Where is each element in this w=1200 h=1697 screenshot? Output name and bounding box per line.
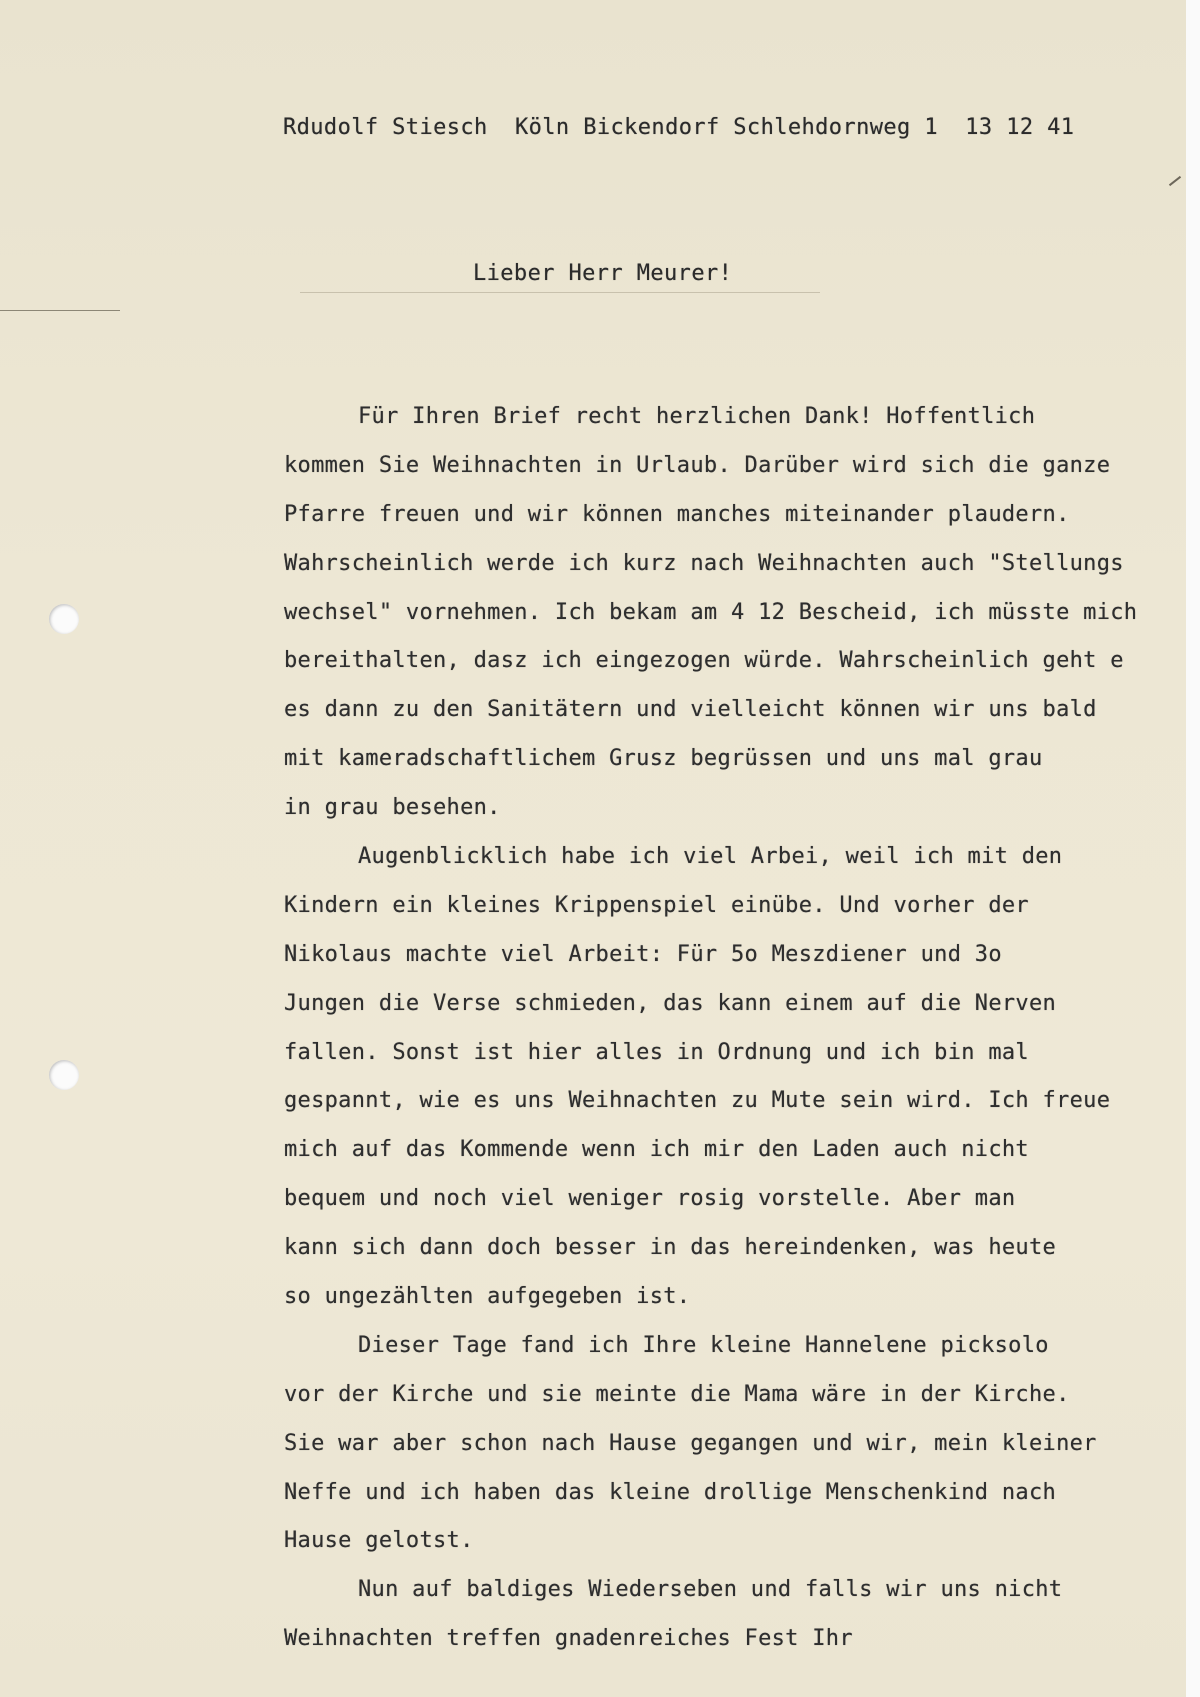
margin-rule [0, 310, 120, 311]
letter-header: Rdudolf Stiesch Köln Bickendorf Schlehdornweg 1 13 12 41 [283, 115, 1075, 140]
letter-line: Nun auf baldiges Wiederseben und falls wir uns nicht [358, 1577, 1063, 1603]
letter-line: Weihnachten treffen gnadenreiches Fest Ihr [284, 1626, 853, 1652]
letter-line: Sie war aber schon nach Hause gegangen und wir, mein kleiner [284, 1430, 1097, 1456]
salutation: Lieber Herr Meurer! [473, 261, 733, 286]
letter-line: bequem und noch viel weniger rosig vorstelle. Aber man [284, 1186, 1016, 1212]
letter-line: in grau besehen. [284, 795, 501, 821]
letter-line: Wahrscheinlich werde ich kurz nach Weihnachten auch "Stellungs [284, 550, 1124, 576]
letter-line: mich auf das Kommende wenn ich mir den Laden auch nicht [284, 1137, 1029, 1163]
letter-line: mit kameradschaftlichem Grusz begrüssen und uns mal grau [284, 746, 1043, 772]
letter-line: Neffe und ich haben das kleine drollige Menschenkind nach [284, 1479, 1057, 1505]
letter-line: fallen. Sonst ist hier alles in Ordnung und ich bin mal [284, 1039, 1029, 1065]
letter-line: es dann zu den Sanitätern und vielleicht können wir uns bald [284, 697, 1097, 723]
pencil-mark [1169, 176, 1181, 186]
punch-hole [49, 1060, 79, 1090]
letter-line: gespannt, wie es uns Weihnachten zu Mute sein wird. Ich freue [284, 1088, 1111, 1114]
letter-line: Dieser Tage fand ich Ihre kleine Hannelene picksolo [358, 1332, 1049, 1358]
letter-line: Kindern ein kleines Krippenspiel einübe. Und vorher der [284, 892, 1029, 918]
letter-line: Jungen die Verse schmieden, das kann einem auf die Nerven [284, 990, 1057, 1016]
letter-line: Augenblicklich habe ich viel Arbei, weil ich mit den [358, 844, 1063, 870]
scan-edge [1186, 0, 1200, 1697]
letter-line: so ungezählten aufgegeben ist. [284, 1284, 691, 1310]
letter-line: Hause gelotst. [284, 1528, 474, 1554]
salutation-rule [300, 292, 820, 293]
letter-line: Pfarre freuen und wir können manches miteinander plaudern. [284, 501, 1070, 527]
letter-body [284, 403, 1184, 1674]
letter-line: Nikolaus machte viel Arbeit: Für 5o Meszdiener und 3o [284, 941, 1002, 967]
punch-hole [49, 604, 79, 634]
letter-line: kommen Sie Weihnachten in Urlaub. Darüber wird sich die ganze [284, 452, 1111, 478]
letter-line: wechsel" vornehmen. Ich bekam am 4 12 Bescheid, ich müsste mich [284, 599, 1138, 625]
letter-line: kann sich dann doch besser in das hereindenken, was heute [284, 1235, 1057, 1261]
letter-line: vor der Kirche und sie meinte die Mama wäre in der Kirche. [284, 1381, 1070, 1407]
letter-line: bereithalten, dasz ich eingezogen würde. Wahrscheinlich geht e [284, 648, 1124, 674]
letter-line: Für Ihren Brief recht herzlichen Dank! Hoffentlich [358, 404, 1036, 429]
